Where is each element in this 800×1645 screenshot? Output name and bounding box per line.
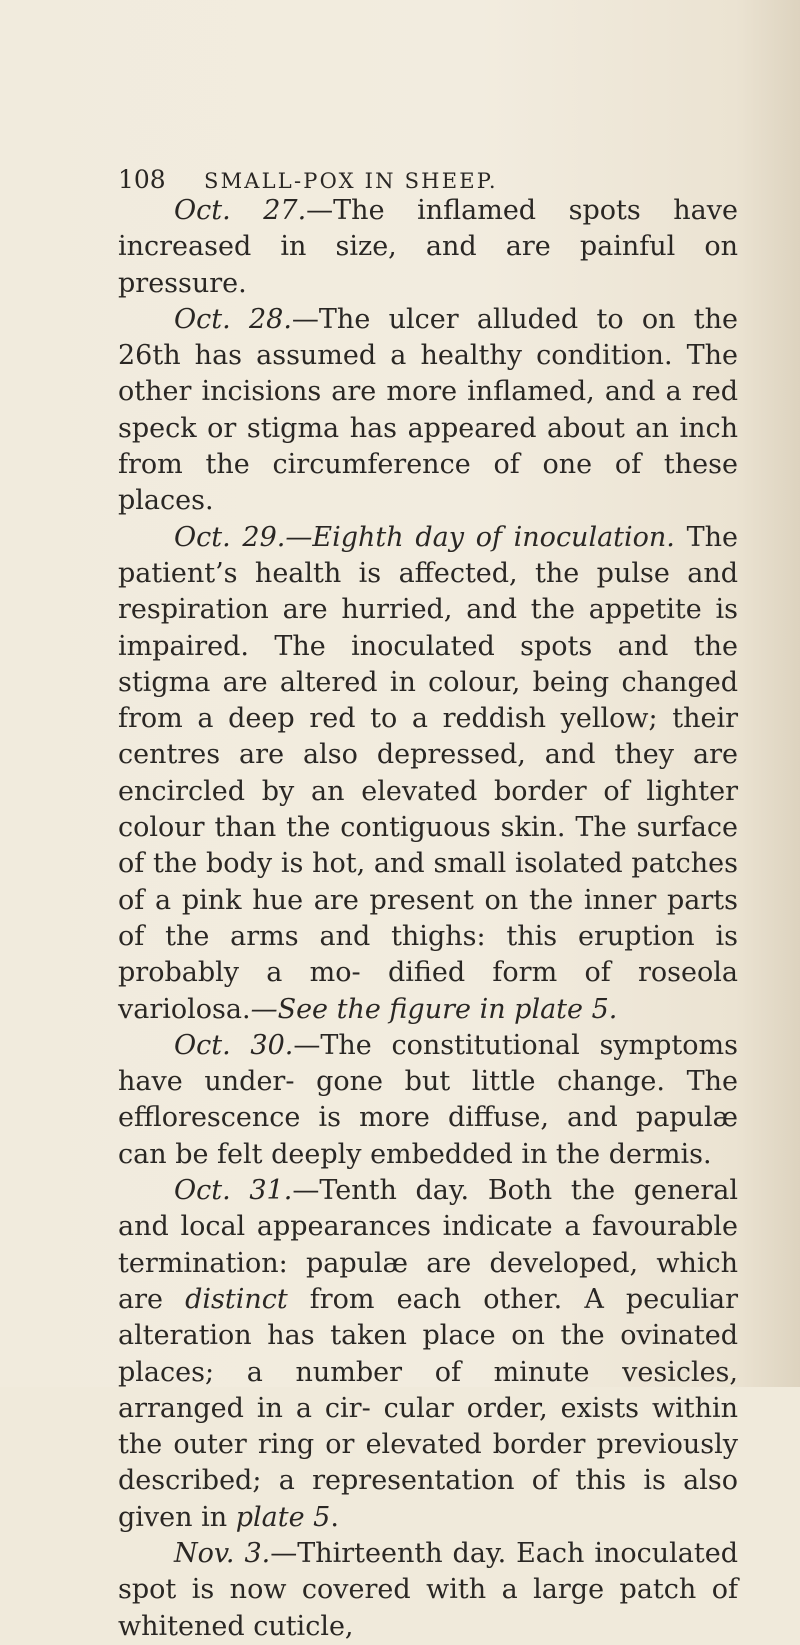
date-label: Oct. 28. (174, 303, 292, 335)
paragraph-oct-30: Oct. 30.—The constitutional symptoms have under- gone but little change. The efflorescence is more diffuse, and papulæ can be felt deeply embedded in the dermis. (118, 1029, 738, 1170)
plate-reference: plate 5 (235, 1501, 331, 1533)
paragraph-oct-28: Oct. 28.—The ulcer alluded to on the 26th has assumed a healthy condition. The other incisions are more inflamed, and a red speck or stigma has appeared about an inch from the circumference of one of these places. (118, 303, 739, 517)
date-label: Oct. 27. (174, 195, 307, 226)
paragraph-oct-27: Oct. 27.—The inflamed spots have increased in size, and are painful on pressure. (118, 195, 738, 299)
paragraph-nov-3: Nov. 3.—Thirteenth day. Each inoculated spot is now covered with a large patch of whitened cuticle, (118, 1537, 738, 1642)
paragraph-oct-29: Oct. 29.—Eighth day of inoculation. The patient’s health is affected, the pulse and respiration are hurried, and the appetite is impaired. The inoculated spots and the stigma are altered in colour, being changed from a deep red to a reddish yellow; their centres are also depressed, and they are encircled by an elevated border of lighter colour than the contiguous skin. The surface of the body is hot, and small isolated patches of a pink hue are present on the inner parts of the arms and thighs: this eruption is probably a mo- dified form of roseola variolosa.—See the figure in plate 5. (118, 521, 739, 1025)
running-title: SMALL-POX IN SHEEP. (204, 169, 498, 193)
body-text (118, 193, 738, 1645)
date-label: Oct. 31. (174, 1175, 293, 1207)
page-number: 108 (118, 165, 166, 194)
paragraph-oct-31: Oct. 31.—Tenth day. Both the general and local appearances indicate a favourable termination: papulæ are developed, which are distinct from each other. A peculiar alteration has taken place on the ovinated places; a number of minute vesicles, arranged in a cir- cular order, exists within the outer ring or elevated border previously described; a representation of this is also given in plate 5. (118, 1175, 738, 1533)
date-label: Nov. 3. (174, 1537, 271, 1569)
date-label: Oct. 29. (174, 521, 286, 553)
date-label: Oct. 30. (174, 1029, 294, 1061)
figure-reference: —See the figure in plate 5. (250, 993, 618, 1025)
